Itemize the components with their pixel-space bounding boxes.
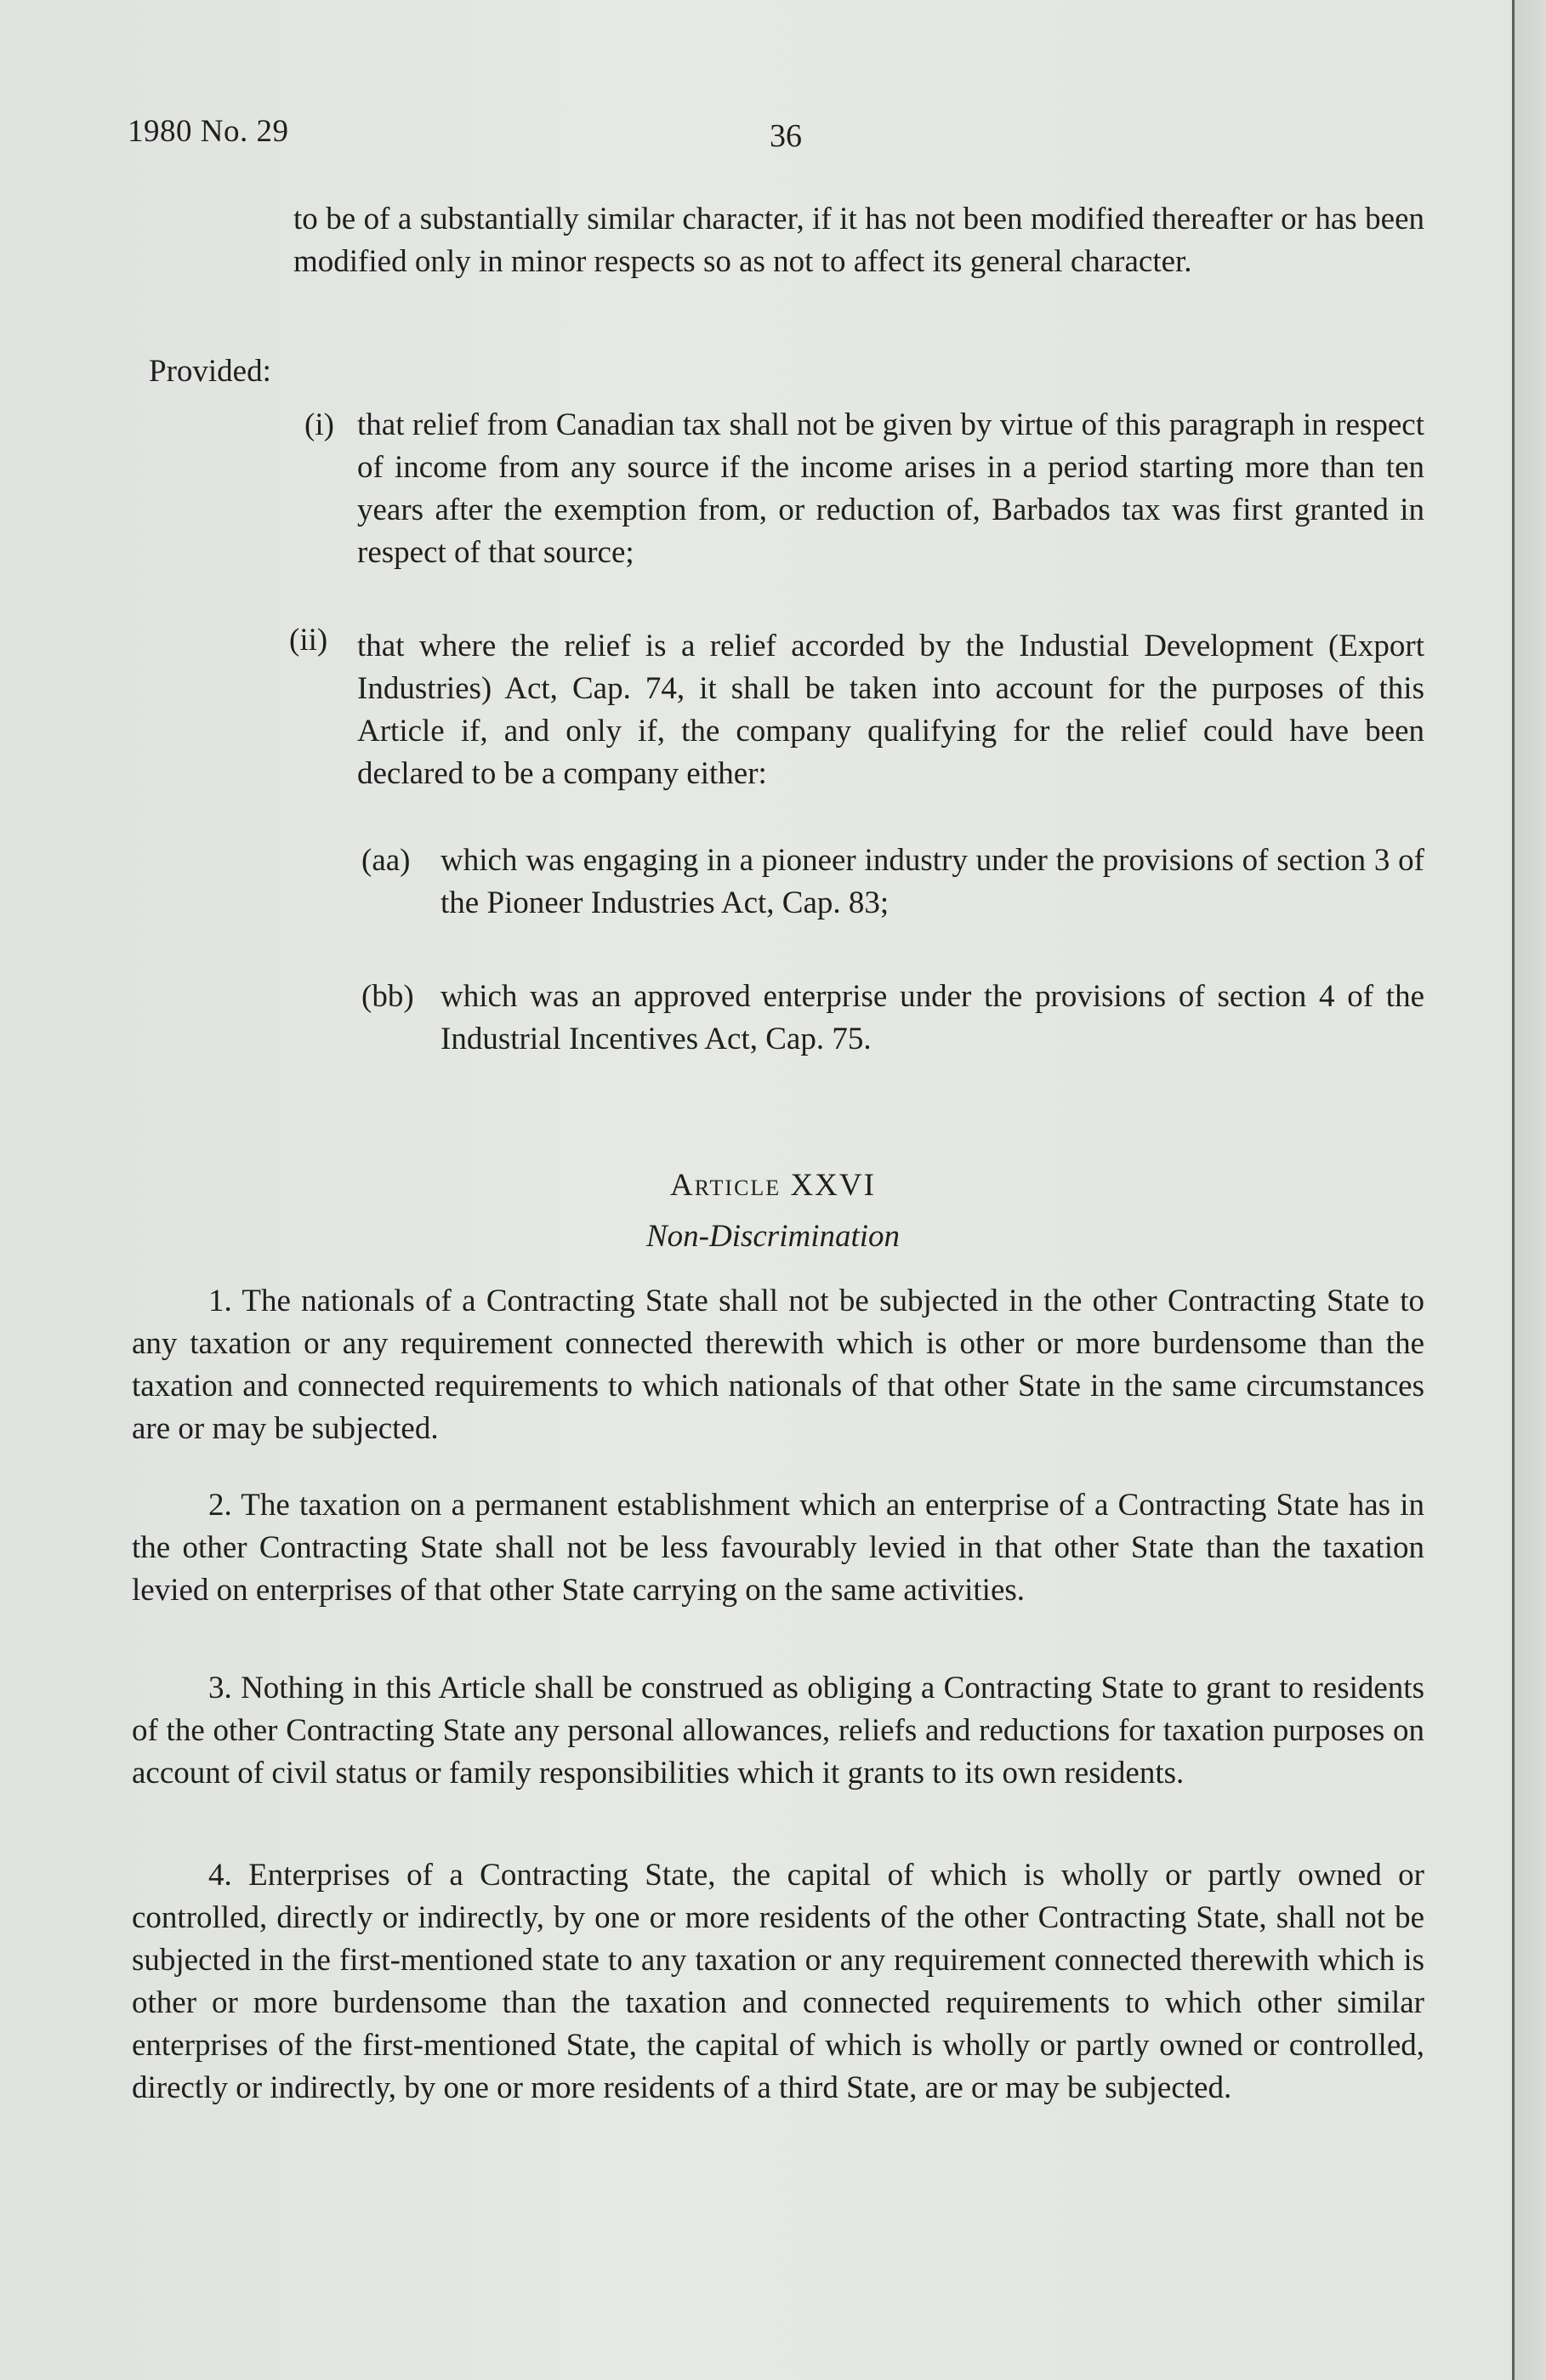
subitem-text-bb: which was an approved enterprise under the provisions of section 4 of the Industrial Incentives Act, Cap. 75. [440, 979, 1424, 1056]
header-year-number: 1980 No. 29 [128, 114, 289, 149]
article-subtitle: Non-Discrimination [645, 1219, 901, 1254]
article-paragraph-3: 3. Nothing in this Article shall be construed as obliging a Contracting State to grant to residents of the other Contracting State any personal allowances, reliefs and reductions for taxation purposes on account of civil status or family responsibilities which it grants to its own residents. [132, 1671, 1424, 1791]
subitem-number-bb: (bb) [361, 979, 414, 1014]
provided-label: Provided: [149, 354, 271, 389]
article-paragraph-1: 1. The nationals of a Contracting State shall not be subjected in the other Contracting State to any taxation or any requirement connected therewith which is other or more burdensome than the taxation and connected requirements to which nationals of that other State in the same circumstances are or may be subjected. [132, 1284, 1424, 1446]
proviso-text-i: that relief from Canadian tax shall not be given by virtue of this paragraph in respect of income from any source if the income arises in a period starting more than ten years after the exemption from, or reduction of, Barbados tax was first granted in respect of that source; [357, 407, 1424, 570]
proviso-number-i: (i) [304, 407, 334, 442]
subitem-number-aa: (aa) [361, 843, 411, 878]
subitem-text-aa: which was engaging in a pioneer industry under the provisions of section 3 of the Pioneer Industries Act, Cap. 83; [440, 843, 1424, 920]
page-number: 36 [770, 118, 802, 154]
proviso-number-ii: (ii) [289, 623, 328, 658]
article-paragraph-2: 2. The taxation on a permanent establishment which an enterprise of a Contracting State has in the other Contracting State shall not be less favourably levied in that other State than the taxation levied on enterprises of that other State carrying on the same activities. [132, 1488, 1424, 1608]
article-title: Article XXVI [670, 1168, 876, 1203]
continuation-paragraph: to be of a substantially similar character, if it has not been modified thereafter or has been modified only in minor respects so as not to affect its general character. [293, 202, 1424, 279]
proviso-text-ii: that where the relief is a relief accorded by the Industial Development (Export Industries) Act, Cap. 74, it shall be taken into account for the purposes of this Article if, and only if, the company qualifying for the relief could have been declared to be a company either: [357, 629, 1424, 791]
article-paragraph-4: 4. Enterprises of a Contracting State, the capital of which is wholly or partly owned or controlled, directly or indirectly, by one or more residents of the other Contracting State, shall not be subjected in the first-mentioned state to any taxation or any requirement connected therewith which is other or more burdensome than the taxation and connected requirements to which other similar enterprises of the first-mentioned State, the capital of which is wholly or partly owned or controlled, directly or indirectly, by one or more residents of a third State, are or may be subjected. [132, 1858, 1424, 2105]
